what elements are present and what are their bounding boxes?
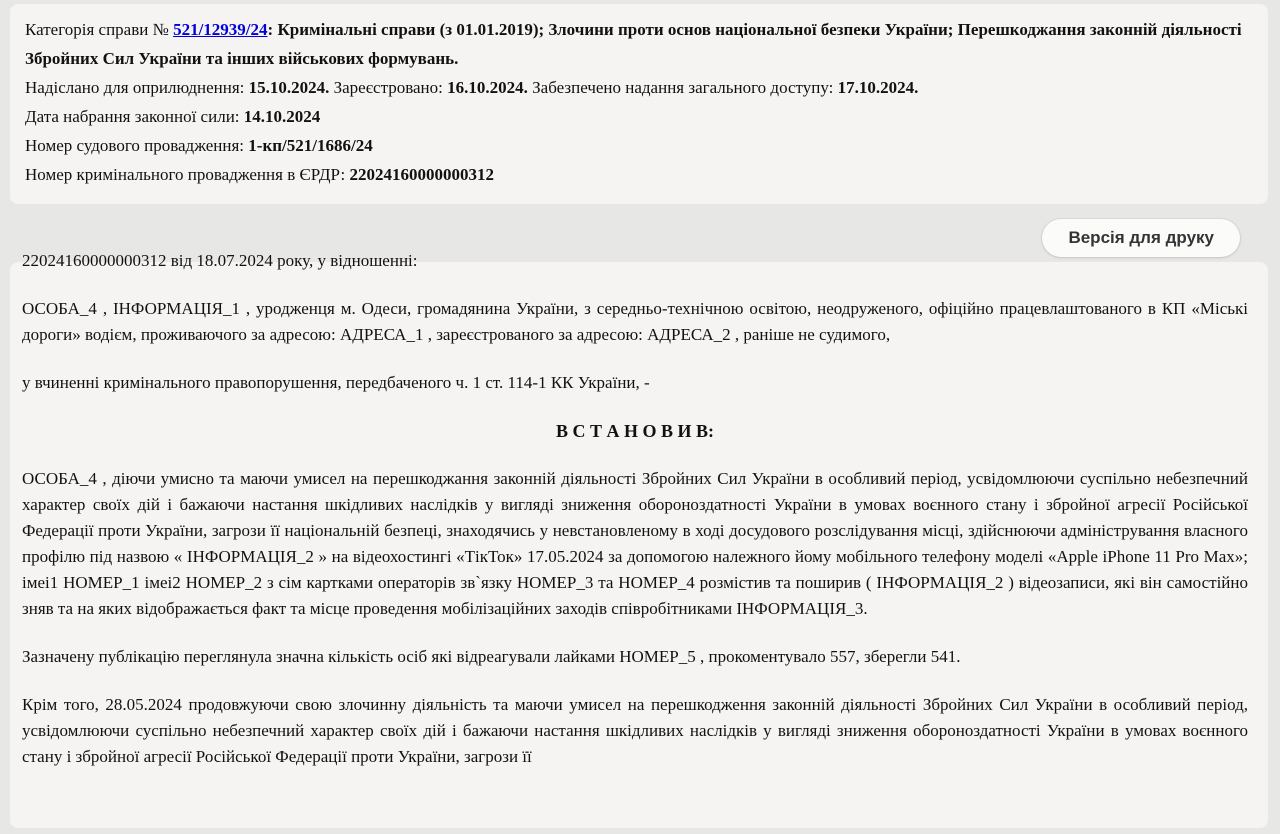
force-date: 14.10.2024 [243,107,321,126]
access-date: 17.10.2024. [837,78,919,97]
category-prefix: Категорія справи № [25,20,174,39]
legal-force-line [25,102,1248,131]
sent-date: 15.10.2024. [248,78,330,97]
case-number-link[interactable]: 521/12939/24 [173,20,268,39]
doc-heading-vstanoviv: В С Т А Н О В И В: [555,421,715,441]
category-text: : Кримінальні справи (з 01.01.2019); Злочини проти основ національної безпеки України; Перешкоджання законній діяльності Збройних Сил України та інших військових формувань. [25,20,1242,68]
decision-text [22,248,1248,770]
doc-paragraph: 22024160000000312 від 18.07.2024 року, у відношенні: [22,251,418,270]
doc-paragraph: ОСОБА_4 , діючи умисно та маючи умисел на перешкоджання законній діяльності Збройних Сил України в особливий період, усвідомлюючи суспільно небезпечний характер своїх дій і бажаючи настання шкідливих наслідків у вигляді зниження обороноздатності України в умовах воєнного стану і збройної агресії Російської Федерації проти України, загрози її національній безпеці, знаходячись у невстановленому в ході досудового розслідування місці, здійснюючи адміністрування власного профілю під назвою « ІНФОРМАЦІЯ_2 » на відеохостингі «ТікТок» 17.05.2024 за допомогою належного йому мобільного телефону моделі «Apple iPhone 11 Pro Max»; імеі1 НОМЕР_1 імеі2 НОМЕР_2 з сім картками операторів зв`язку НОМЕР_3 та НОМЕР_4 розмістив та поширив ( ІНФОРМАЦІЯ_2 ) відеозаписи, які він самостійно зняв та на яких відображається факт та місце проведення мобілізаційних заходів співробітниками ІНФОРМАЦІЯ_3. [22,469,1248,618]
doc-paragraph: Крім того, 28.05.2024 продовжуючи свою злочинну діяльність та маючи умисел на перешкодження законній діяльності Збройних Сил України в особливий період, усвідомлюючи суспільно небезпечний характер своїх дій і бажаючи настання шкідливих наслідків у вигляді зниження обороноздатності України в умовах воєнного стану і збройної агресії Російської Федерації проти України, загрози її [22,695,1248,766]
doc-paragraph: ОСОБА_4 , ІНФОРМАЦІЯ_1 , уродженця м. Одеси, громадянина України, з середньо-технічною освітою, неодруженого, офіційно працевлаштованого в КП «Міські дороги» водієм, проживаючого за адресою: АДРЕСА_1 , зареєстрованого за адресою: АДРЕСА_2 , раніше не судимого, [22,299,1248,344]
doc-paragraph: Зазначену публікацію переглянула значна кількість осіб які відреагували лайками НОМЕР_5 , прокоментувало 557, зберегли 541. [22,647,961,666]
decision-document-card[interactable] [10,251,1268,828]
court-proceeding-line [25,131,1248,160]
doc-paragraph: у вчиненні кримінального правопорушення, передбаченого ч. 1 ст. 114-1 КК України, - [22,373,650,392]
registered-label: Зареєстровано: [329,78,448,97]
erdr-number: 22024160000000312 [349,165,495,184]
erdr-line [25,160,1248,189]
proceeding-label: Номер судового провадження: [25,136,249,155]
access-label: Забезпечено надання загального доступу: [527,78,838,97]
proceeding-number: 1-кп/521/1686/24 [248,136,373,155]
force-label: Дата набрання законної сили: [25,107,244,126]
sent-label: Надіслано для оприлюднення: [25,78,249,97]
erdr-label: Номер кримінального провадження в ЄРДР: [25,165,350,184]
case-header-card [10,4,1268,204]
publication-dates-line [25,73,1248,102]
registered-date: 16.10.2024. [447,78,528,97]
print-version-button[interactable]: Версія для друку [1042,219,1240,257]
case-category-line [25,15,1248,73]
